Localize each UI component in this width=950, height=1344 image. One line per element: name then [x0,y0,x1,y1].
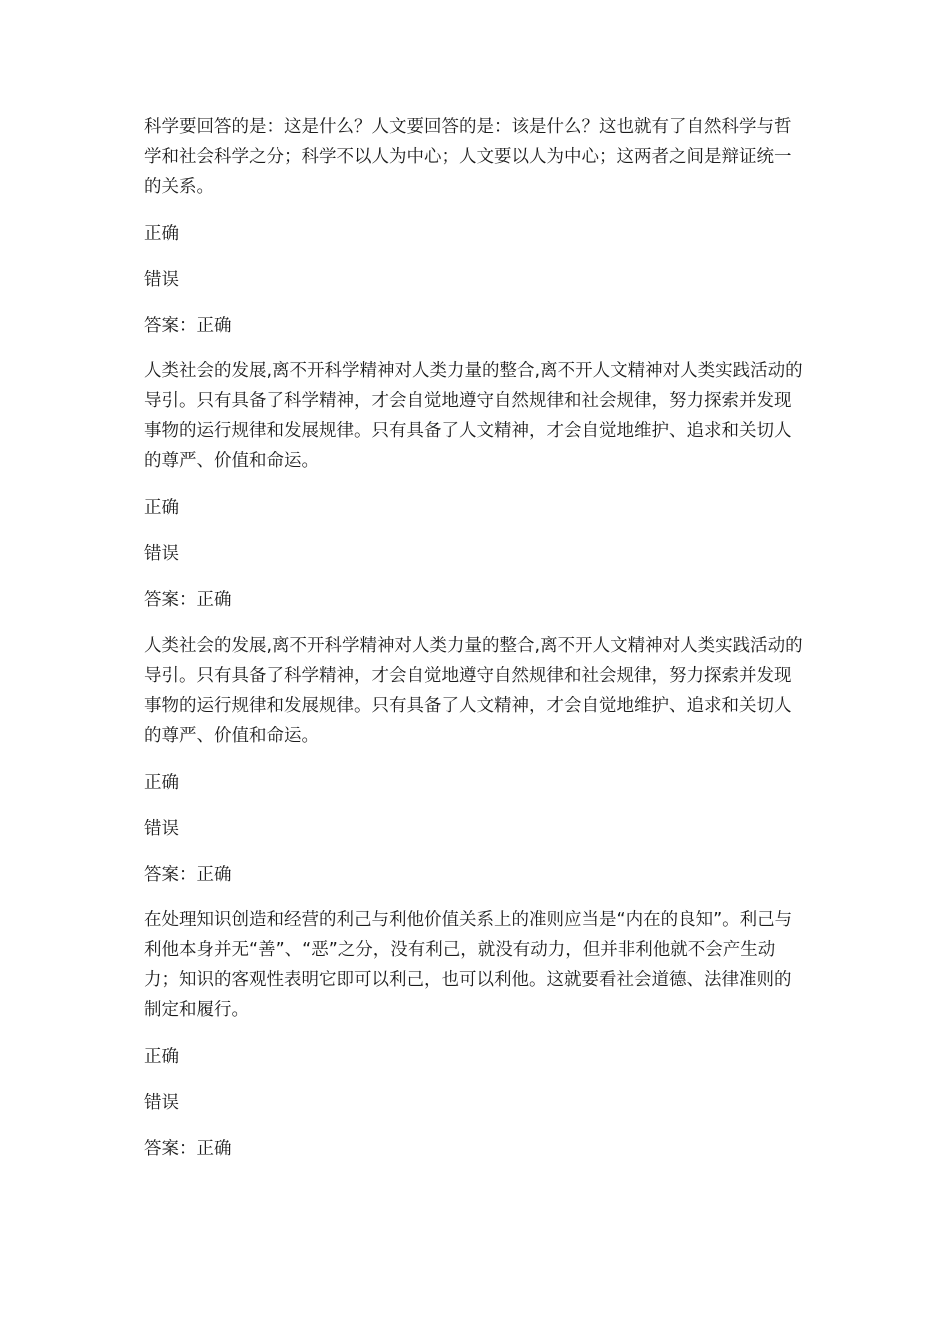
question-4 [144,905,808,1165]
question-1 [144,112,808,336]
document-page [144,0,808,1344]
option-correct[interactable]: 正确 [144,773,179,793]
option-correct[interactable]: 正确 [144,224,179,244]
option-correct[interactable]: 正确 [144,1047,179,1067]
option-wrong[interactable]: 错误 [144,544,179,564]
question-3 [144,631,808,891]
answer-text: 答案：正确 [144,590,232,610]
answer-text: 答案：正确 [144,316,232,336]
answer-text: 答案：正确 [144,865,232,885]
question-text: 人类社会的发展,离不开科学精神对人类力量的整合,离不开人文精神对人类实践活动的导引。只有具备了科学精神，才会自觉地遵守自然规律和社会规律，努力探索并发现事物的运行规律和发展规律。只有具备了人文精神，才会自觉地维护、追求和关切人的尊严、价值和命运。 [144,636,803,746]
option-wrong[interactable]: 错误 [144,819,179,839]
question-2 [144,356,808,616]
question-text: 人类社会的发展,离不开科学精神对人类力量的整合,离不开人文精神对人类实践活动的导引。只有具备了科学精神，才会自觉地遵守自然规律和社会规律，努力探索并发现事物的运行规律和发展规律。只有具备了人文精神，才会自觉地维护、追求和关切人的尊严、价值和命运。 [144,361,803,471]
option-wrong[interactable]: 错误 [144,270,179,290]
question-text: 在处理知识创造和经营的利己与利他价值关系上的准则应当是“内在的良知”。利己与利他本身并无“善”、“恶”之分，没有利己，就没有动力，但并非利他就不会产生动力；知识的客观性表明它即可以利己，也可以利他。这就要看社会道德、法律准则的制定和履行。 [144,910,793,1020]
option-wrong[interactable]: 错误 [144,1093,179,1113]
answer-text: 答案：正确 [144,1139,232,1159]
option-correct[interactable]: 正确 [144,498,179,518]
question-text: 科学要回答的是：这是什么？人文要回答的是：该是什么？这也就有了自然科学与哲学和社会科学之分；科学不以人为中心；人文要以人为中心；这两者之间是辩证统一的关系。 [144,117,792,197]
